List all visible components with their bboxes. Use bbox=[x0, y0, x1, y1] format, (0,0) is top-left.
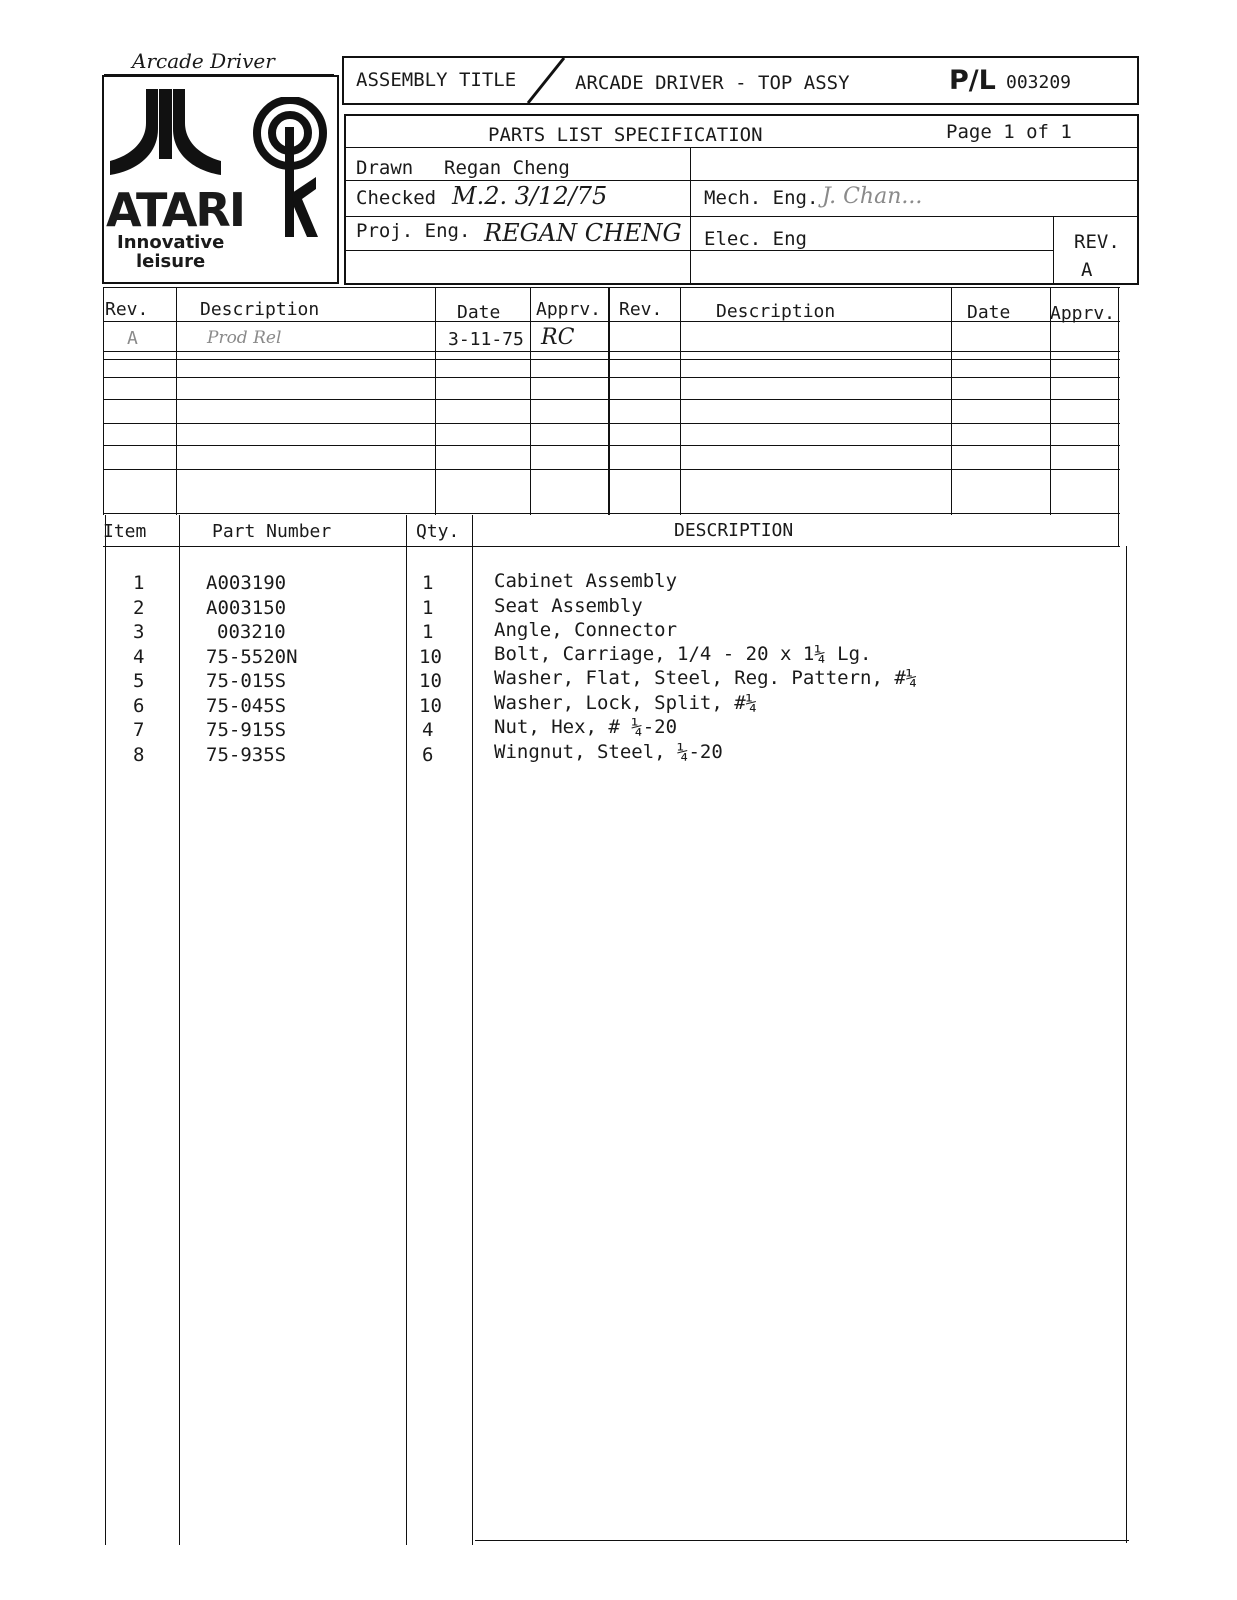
rev-rule-1 bbox=[103, 351, 1120, 352]
spec-title: PARTS LIST SPECIFICATION bbox=[488, 124, 763, 146]
part-item: 4 bbox=[133, 646, 145, 668]
parts-col-5 bbox=[1126, 546, 1127, 1543]
proj-eng-value: REGAN CHENG bbox=[484, 219, 682, 247]
logo-box bbox=[102, 75, 339, 284]
rev-col-3 bbox=[530, 287, 531, 515]
rev-rule-4 bbox=[103, 399, 1120, 400]
parts-col-0 bbox=[105, 515, 106, 1545]
spec-rule-2 bbox=[344, 180, 1139, 181]
rev-header-date-2: Date bbox=[967, 302, 1011, 323]
mech-eng-value: J. Chan... bbox=[822, 184, 923, 209]
part-item: 6 bbox=[133, 695, 145, 717]
checked-value: M.2. 3/12/75 bbox=[452, 182, 608, 210]
part-qty: 6 bbox=[422, 744, 434, 766]
parts-col-2 bbox=[406, 515, 407, 1545]
part-number: 003210 bbox=[217, 621, 286, 643]
checked-label: Checked bbox=[356, 187, 437, 209]
rev-col-4 bbox=[608, 287, 610, 515]
gk-monogram-icon bbox=[252, 97, 332, 247]
part-description: Washer, Flat, Steel, Reg. Pattern, #¼ bbox=[494, 667, 918, 689]
parts-rule-bottom bbox=[475, 1540, 1129, 1541]
pl-number: 003209 bbox=[1006, 72, 1072, 93]
rev-row-date: 3-11-75 bbox=[448, 329, 524, 350]
logo-brand: ATARI bbox=[106, 183, 244, 237]
rev-col-8 bbox=[1118, 287, 1119, 515]
document-label: Arcade Driver bbox=[132, 49, 275, 73]
drawn-value: Regan Cheng bbox=[444, 157, 570, 179]
rev-col-5 bbox=[680, 287, 681, 515]
spec-divider bbox=[690, 147, 691, 285]
rev-header-apprv: Apprv. bbox=[536, 299, 602, 320]
assembly-title: ARCADE DRIVER - TOP ASSY bbox=[575, 72, 850, 94]
proj-eng-label: Proj. Eng. bbox=[356, 220, 471, 242]
part-item: 1 bbox=[133, 572, 145, 594]
parts-rule-head bbox=[103, 546, 1120, 547]
logo-tagline-1: Innovative bbox=[117, 232, 225, 253]
rev-header-description-2: Description bbox=[716, 301, 836, 322]
parts-header-qty: Qty. bbox=[416, 521, 460, 542]
rev-rule-7 bbox=[103, 469, 1120, 470]
rev-row-apprv: RC bbox=[541, 325, 575, 350]
part-number: 75-935S bbox=[206, 744, 287, 766]
parts-col-4 bbox=[1118, 515, 1119, 546]
part-item: 2 bbox=[133, 597, 145, 619]
rev-col-1 bbox=[176, 287, 177, 515]
rev-header-rev-2: Rev. bbox=[619, 299, 663, 320]
part-qty: 1 bbox=[422, 621, 434, 643]
part-description: Seat Assembly bbox=[494, 595, 643, 617]
part-number: 75-915S bbox=[206, 719, 287, 741]
title-divider-slash bbox=[522, 56, 568, 105]
rev-col-6 bbox=[951, 287, 952, 515]
rev-divider bbox=[1053, 216, 1054, 285]
rev-row-rev: A bbox=[127, 328, 138, 349]
part-item: 8 bbox=[133, 744, 145, 766]
rev-rule-5 bbox=[103, 423, 1120, 424]
atari-fuji-icon bbox=[106, 83, 256, 195]
part-qty: 1 bbox=[422, 572, 434, 594]
part-number: A003150 bbox=[206, 597, 287, 619]
assembly-title-label: ASSEMBLY TITLE bbox=[356, 69, 517, 91]
rev-rule-6 bbox=[103, 445, 1120, 446]
part-qty: 10 bbox=[419, 646, 442, 668]
rev-col-0 bbox=[103, 287, 104, 515]
rev-rule-top bbox=[103, 287, 1120, 288]
rev-col-2 bbox=[435, 287, 436, 515]
rev-header-rev: Rev. bbox=[105, 299, 149, 320]
rev-rule-3 bbox=[103, 377, 1120, 378]
part-description: Cabinet Assembly bbox=[494, 570, 678, 592]
revision-table bbox=[103, 287, 1120, 515]
drawn-label: Drawn bbox=[356, 157, 414, 179]
elec-eng-label: Elec. Eng bbox=[704, 228, 807, 250]
part-description: Wingnut, Steel, ¼-20 bbox=[494, 741, 723, 763]
parts-list bbox=[103, 515, 1129, 1545]
rev-rule-2 bbox=[103, 359, 1120, 360]
part-item: 7 bbox=[133, 719, 145, 741]
rev-rule-bottom bbox=[103, 513, 1120, 514]
part-qty: 10 bbox=[419, 670, 442, 692]
part-number: 75-5520N bbox=[206, 646, 298, 668]
spec-rule-3 bbox=[344, 216, 1139, 217]
part-description: Nut, Hex, # ¼-20 bbox=[494, 716, 678, 738]
parts-col-1 bbox=[179, 515, 180, 1545]
part-qty: 1 bbox=[422, 597, 434, 619]
logo-tagline-2: leisure bbox=[136, 251, 206, 272]
pl-label: P/L bbox=[949, 65, 996, 96]
spec-rule-4 bbox=[344, 250, 1054, 251]
rev-label: REV. bbox=[1074, 231, 1120, 253]
part-description: Angle, Connector bbox=[494, 619, 678, 641]
rev-header-apprv-2: Apprv. bbox=[1050, 303, 1116, 324]
rev-header-description: Description bbox=[200, 299, 320, 320]
part-number: 75-045S bbox=[206, 695, 287, 717]
part-qty: 10 bbox=[419, 695, 442, 717]
rev-row-description: Prod Rel bbox=[207, 328, 282, 348]
page-indicator: Page 1 of 1 bbox=[946, 121, 1072, 143]
mech-eng-label: Mech. Eng. bbox=[704, 187, 819, 209]
parts-header-part-number: Part Number bbox=[212, 521, 332, 542]
part-number: 75-015S bbox=[206, 670, 287, 692]
parts-header-description: DESCRIPTION bbox=[674, 520, 794, 541]
part-description: Washer, Lock, Split, #¼ bbox=[494, 692, 758, 714]
parts-header-item: Item bbox=[103, 521, 147, 542]
part-item: 3 bbox=[133, 621, 145, 643]
part-description: Bolt, Carriage, 1/4 - 20 x 1¼ Lg. bbox=[494, 643, 872, 665]
part-item: 5 bbox=[133, 670, 145, 692]
rev-value: A bbox=[1081, 259, 1093, 281]
parts-col-3 bbox=[472, 515, 473, 1545]
part-number: A003190 bbox=[206, 572, 287, 594]
part-qty: 4 bbox=[422, 719, 434, 741]
spec-rule-1 bbox=[344, 147, 1139, 148]
rev-header-date: Date bbox=[457, 302, 501, 323]
